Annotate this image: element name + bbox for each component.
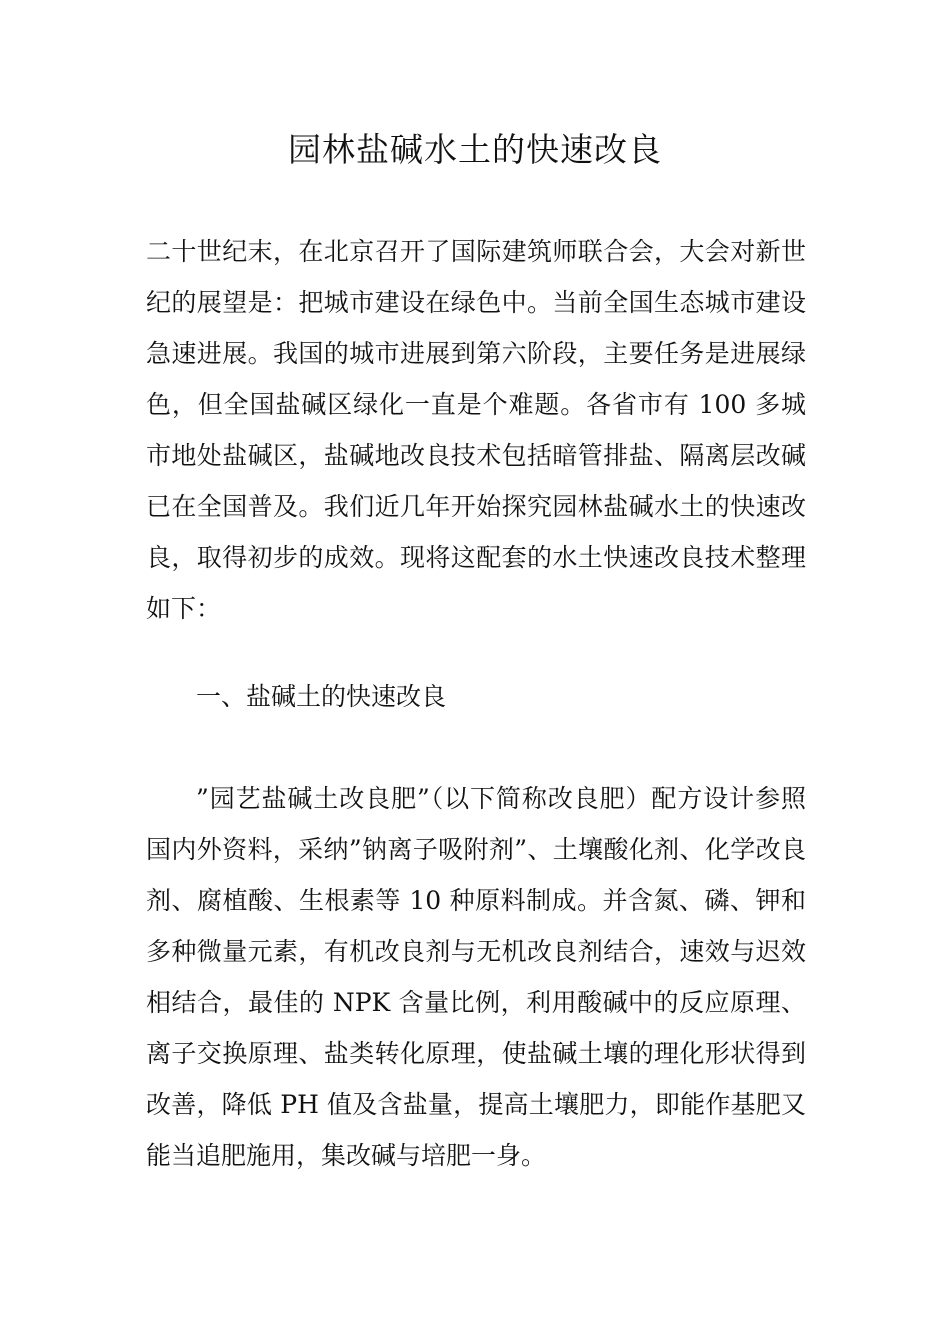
intro-paragraph: 二十世纪末，在北京召开了国际建筑师联合会，大会对新世纪的展望是：把城市建设在绿色中。当前全国生态城市建设急速进展。我国的城市进展到第六阶段，主要任务是进展绿色，但全国盐碱区绿化一直是个难题。各省市有 100 多城市地处盐碱区，盐碱地改良技术包括暗管排盐、隔离层改碱已在全国普及。我们近几年开始探究园林盐碱水土的快速改良，取得初步的成效。现将这配套的水土快速改良技术整理如下： [146, 237, 806, 623]
document-title: 园林盐碱水土的快速改良 [288, 130, 662, 169]
section-paragraph: ”园艺盐碱土改良肥”（以下简称改良肥）配方设计参照国内外资料，采纳”钠离子吸附剂”、土壤酸化剂、化学改良剂、腐植酸、生根素等 10 种原料制成。并含氮、磷、钾和多种微量元素，有机改良剂与无机改良剂结合，速效与迟效相结合，最佳的 NPK 含量比例，利用酸碱中的反应原理、离子交换原理、盐类转化原理，使盐碱土壤的理化形状得到改善，降低 PH 值及含盐量，提高土壤肥力，即能作基肥又能当追肥施用，集改碱与培肥一身。 [146, 784, 806, 1170]
section-heading: 一、盐碱土的快速改良 [196, 682, 447, 711]
